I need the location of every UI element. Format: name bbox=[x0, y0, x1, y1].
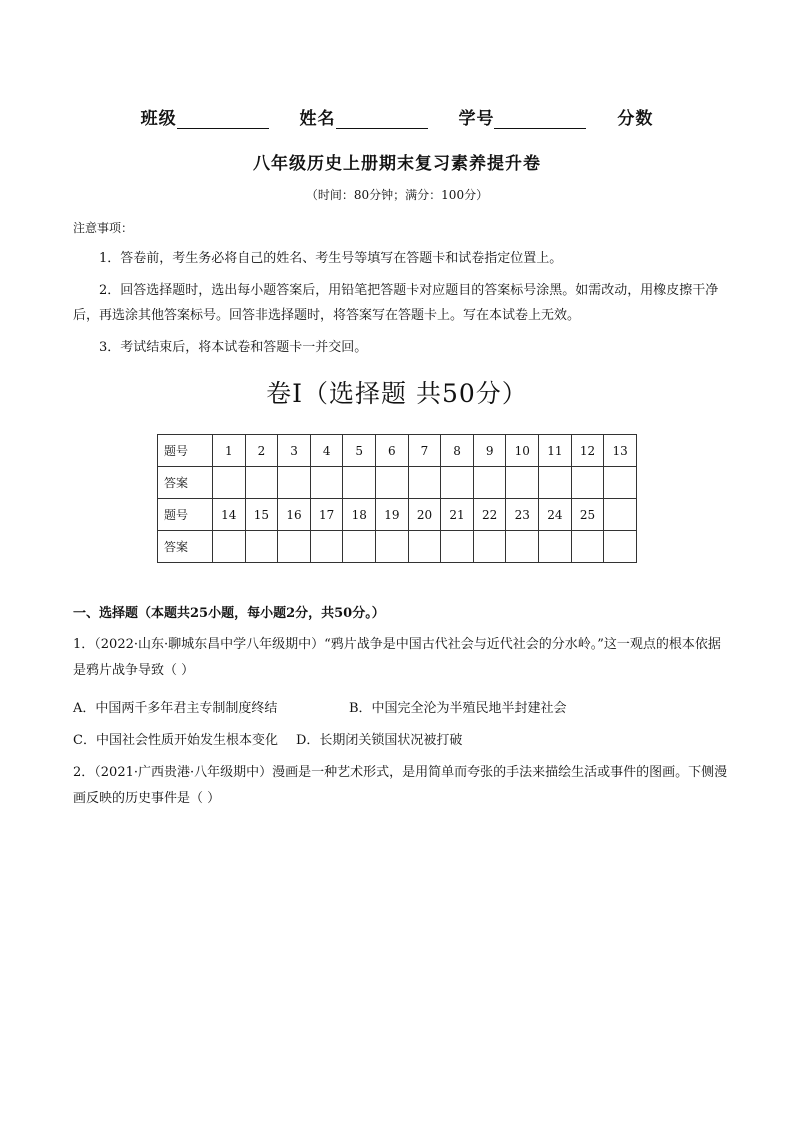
answer-cell[interactable] bbox=[473, 531, 506, 563]
class-label: 班级 bbox=[140, 109, 177, 129]
question-number: 6 bbox=[376, 435, 409, 467]
question-1-option-c[interactable]: C．中国社会性质开始发生根本变化 bbox=[73, 733, 278, 748]
question-1-stem bbox=[73, 632, 728, 684]
question-number: 16 bbox=[278, 499, 311, 531]
answer-cell[interactable] bbox=[343, 531, 376, 563]
answer-label: 答案 bbox=[158, 467, 213, 499]
answer-cell[interactable] bbox=[441, 467, 474, 499]
notice-list bbox=[73, 246, 728, 360]
class-blank[interactable] bbox=[177, 110, 269, 129]
student-no-field bbox=[458, 104, 586, 129]
answer-cell[interactable] bbox=[343, 467, 376, 499]
question-number: 17 bbox=[310, 499, 343, 531]
answer-cell[interactable] bbox=[310, 467, 343, 499]
answer-cell[interactable] bbox=[441, 531, 474, 563]
answer-cell[interactable] bbox=[376, 467, 409, 499]
notice-heading: 注意事项： bbox=[73, 221, 134, 235]
table-row bbox=[158, 435, 637, 467]
question-number: 11 bbox=[539, 435, 572, 467]
number-label: 题号 bbox=[158, 499, 213, 531]
answer-table bbox=[157, 434, 637, 563]
table-row bbox=[158, 467, 637, 499]
score-label: 分数 bbox=[617, 109, 654, 129]
question-number: 12 bbox=[571, 435, 604, 467]
exam-subtitle: （时间：80分钟；满分：100分） bbox=[305, 188, 489, 202]
answer-cell[interactable] bbox=[310, 531, 343, 563]
question-number: 18 bbox=[343, 499, 376, 531]
answer-cell[interactable] bbox=[539, 467, 572, 499]
answer-cell[interactable] bbox=[376, 531, 409, 563]
question-number: 23 bbox=[506, 499, 539, 531]
question-number: 20 bbox=[408, 499, 441, 531]
question-number: 13 bbox=[604, 435, 637, 467]
notice-item-3: 3．考试结束后，将本试卷和答题卡一并交回。 bbox=[99, 340, 368, 355]
name-field bbox=[300, 104, 428, 129]
question-number: 15 bbox=[245, 499, 278, 531]
exam-title: 八年级历史上册期末复习素养提升卷 bbox=[253, 154, 541, 174]
number-label: 题号 bbox=[158, 435, 213, 467]
name-blank[interactable] bbox=[336, 110, 428, 129]
answer-cell[interactable] bbox=[571, 531, 604, 563]
answer-label: 答案 bbox=[158, 531, 213, 563]
student-no-blank[interactable] bbox=[494, 110, 586, 129]
question-text: 2．（2021·广西贵港·八年级期中）漫画是一种艺术形式，是用简单而夸张的手法来描绘生活或事件的图画。下侧漫画反映的历史事件是（ ） bbox=[73, 765, 728, 806]
answer-cell[interactable] bbox=[278, 467, 311, 499]
question-text: 1．（2022·山东·聊城东昌中学八年级期中）“鸦片战争是中国古代社会与近代社会的分水岭。”这一观点的根本依据是鸦片战争导致（ ） bbox=[73, 637, 721, 678]
answer-cell[interactable] bbox=[506, 467, 539, 499]
answer-cell[interactable] bbox=[604, 531, 637, 563]
part-one-heading: 一、选择题（本题共25小题，每小题2分，共50分。） bbox=[73, 606, 385, 621]
question-1-option-a[interactable]: A．中国两千多年君主专制制度终结 bbox=[73, 701, 278, 716]
answer-cell[interactable] bbox=[473, 467, 506, 499]
answer-cell[interactable] bbox=[571, 467, 604, 499]
question-number: 22 bbox=[473, 499, 506, 531]
table-row bbox=[158, 499, 637, 531]
question-number: 1 bbox=[213, 435, 246, 467]
notice-item-1: 1．答卷前，考生务必将自己的姓名、考生号等填写在答题卡和试卷指定位置上。 bbox=[99, 251, 563, 266]
question-number: 9 bbox=[473, 435, 506, 467]
question-number: 21 bbox=[441, 499, 474, 531]
question-2-stem bbox=[73, 760, 728, 812]
answer-cell[interactable] bbox=[245, 531, 278, 563]
question-number: 5 bbox=[343, 435, 376, 467]
question-number: 14 bbox=[213, 499, 246, 531]
answer-cell[interactable] bbox=[539, 531, 572, 563]
answer-cell[interactable] bbox=[245, 467, 278, 499]
answer-cell[interactable] bbox=[278, 531, 311, 563]
question-number bbox=[604, 499, 637, 531]
question-number: 2 bbox=[245, 435, 278, 467]
table-row bbox=[158, 531, 637, 563]
answer-cell[interactable] bbox=[408, 531, 441, 563]
student-no-label: 学号 bbox=[458, 109, 495, 129]
answer-cell[interactable] bbox=[213, 467, 246, 499]
score-field bbox=[617, 104, 653, 129]
name-label: 姓名 bbox=[299, 109, 336, 129]
answer-cell[interactable] bbox=[604, 467, 637, 499]
question-1-option-d[interactable]: D．长期闭关锁国状况被打破 bbox=[296, 733, 463, 748]
answer-cell[interactable] bbox=[408, 467, 441, 499]
question-number: 19 bbox=[376, 499, 409, 531]
question-number: 25 bbox=[571, 499, 604, 531]
question-1-option-b[interactable]: B．中国完全沦为半殖民地半封建社会 bbox=[349, 701, 567, 716]
section-title: 卷Ⅰ（选择题 共50分） bbox=[266, 379, 528, 408]
answer-cell[interactable] bbox=[506, 531, 539, 563]
class-field bbox=[141, 104, 269, 129]
student-info-line bbox=[0, 104, 794, 129]
notice-item-2: 2．回答选择题时，选出每小题答案后，用铅笔把答题卡对应题目的答案标号涂黑。如需改动，用橡皮擦干净后，再选涂其他答案标号。回答非选择题时，将答案写在答题卡上。写在本试卷上无效。 bbox=[73, 283, 719, 323]
answer-cell[interactable] bbox=[213, 531, 246, 563]
question-number: 4 bbox=[310, 435, 343, 467]
question-number: 3 bbox=[278, 435, 311, 467]
question-number: 8 bbox=[441, 435, 474, 467]
question-number: 24 bbox=[539, 499, 572, 531]
question-number: 7 bbox=[408, 435, 441, 467]
question-number: 10 bbox=[506, 435, 539, 467]
